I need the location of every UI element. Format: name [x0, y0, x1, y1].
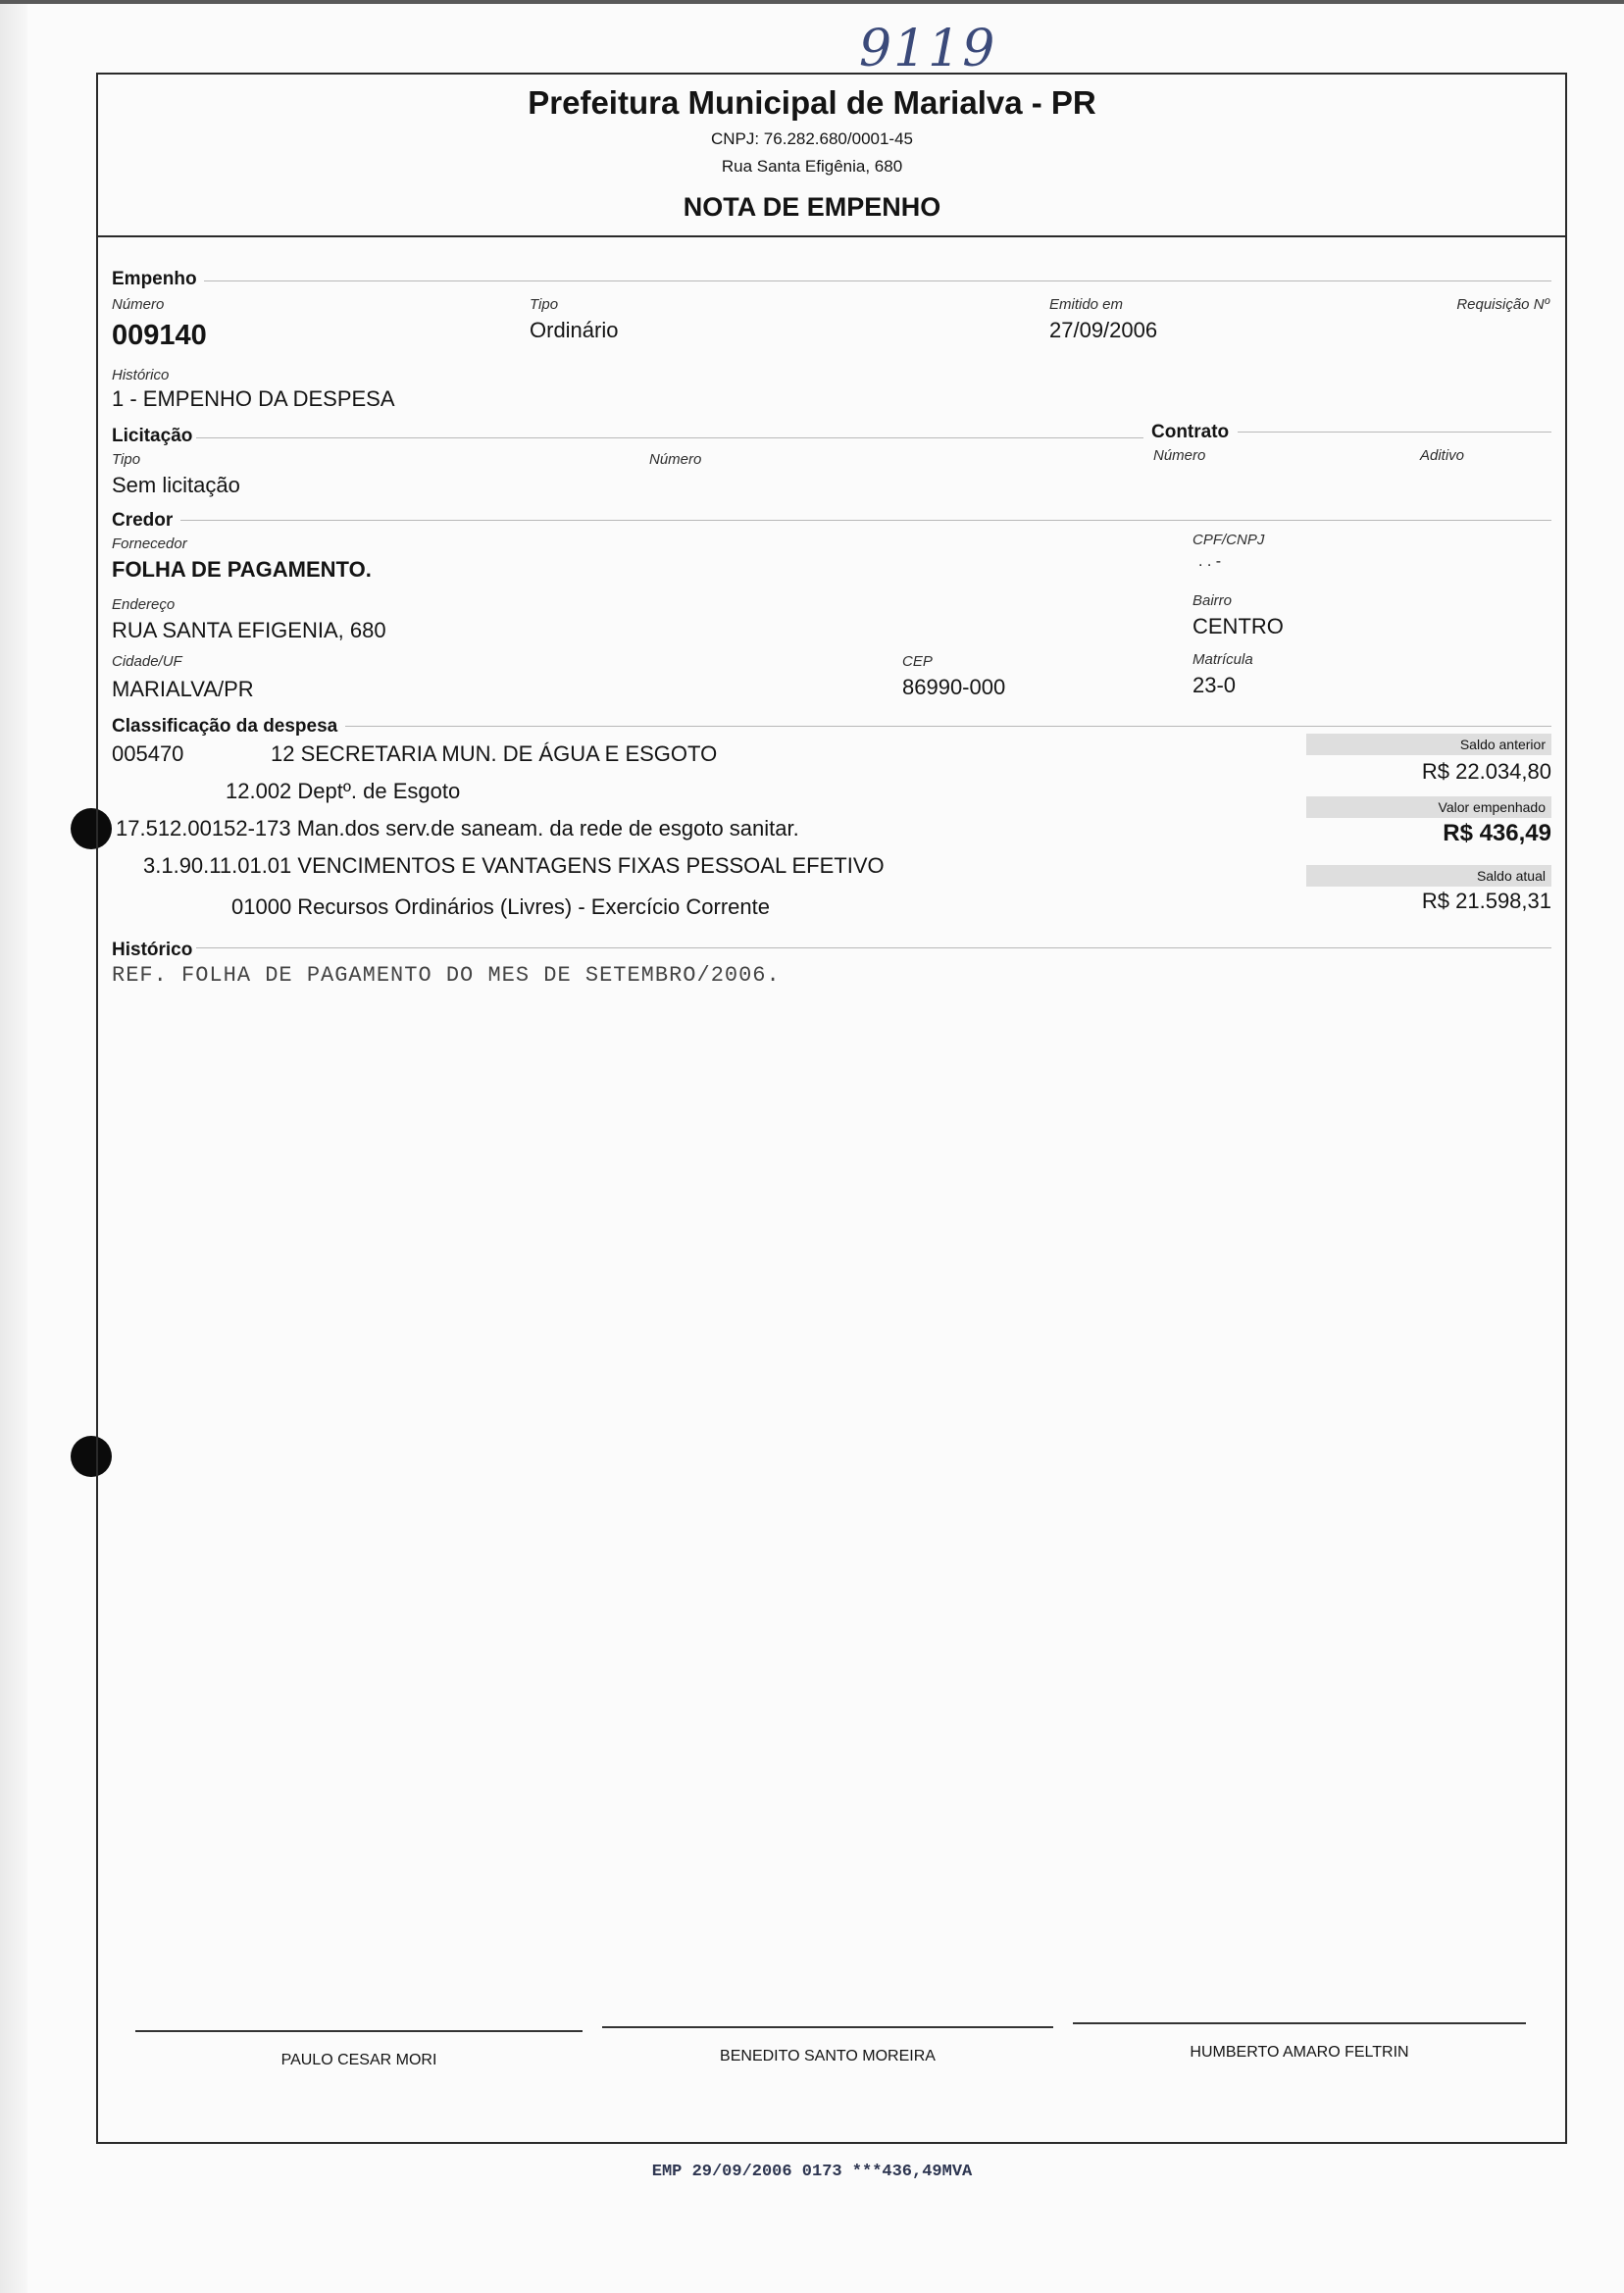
saldo-atual-label: Saldo atual: [1306, 865, 1551, 887]
cpf-label: CPF/CNPJ: [1193, 532, 1265, 548]
historico-rule: [196, 947, 1551, 948]
credor-section-label: Credor: [112, 510, 174, 531]
classificacao-section-label: Classificação da despesa: [112, 716, 338, 737]
matricula-value: 23-0: [1193, 673, 1237, 697]
licitacao-tipo: Sem licitação: [112, 473, 240, 497]
empenho-historico-label: Histórico: [112, 367, 170, 383]
valor-empenhado-value: R$ 436,49: [1443, 820, 1551, 846]
saldo-atual-value: R$ 21.598,31: [1421, 889, 1551, 913]
matricula-label: Matrícula: [1193, 651, 1253, 668]
endereco-value: RUA SANTA EFIGENIA, 680: [112, 618, 386, 642]
classificacao-recurso: 01000 Recursos Ordinários (Livres) - Exercício Corrente: [231, 894, 770, 919]
address-text: Rua Santa Efigênia, 680: [721, 157, 903, 176]
fornecedor-label: Fornecedor: [112, 535, 187, 552]
classificacao-code: 005470: [112, 741, 184, 766]
footer-stamp: EMP 29/09/2006 0173 ***436,49MVA: [651, 2163, 973, 2181]
classificacao-departamento: 12.002 Deptº. de Esgoto: [226, 779, 461, 803]
signature-line-2: [602, 2026, 1053, 2028]
page-left-edge: [0, 0, 27, 2293]
empenho-tipo: Ordinário: [530, 318, 619, 342]
signature-line-3: [1073, 2022, 1526, 2024]
saldo-anterior-value: R$ 22.034,80: [1421, 759, 1551, 784]
requisicao-label: Requisição Nº: [1456, 296, 1549, 313]
licitacao-rule: [196, 437, 1143, 438]
signature-name-2: BENEDITO SANTO MOREIRA: [720, 2048, 936, 2064]
bairro-label: Bairro: [1193, 592, 1233, 609]
cpf-value: . . -: [1198, 553, 1222, 570]
cidade-value: MARIALVA/PR: [112, 677, 254, 701]
empenho-tipo-label: Tipo: [530, 296, 559, 313]
empenho-numero: 009140: [112, 320, 207, 351]
empenho-numero-label: Número: [112, 296, 165, 313]
signature-line-1: [135, 2030, 583, 2032]
credor-rule: [180, 520, 1551, 521]
endereco-label: Endereço: [112, 596, 176, 613]
header-divider: [96, 235, 1565, 237]
licitacao-section-label: Licitação: [112, 426, 193, 446]
cep-label: CEP: [902, 653, 933, 670]
cnpj-text: CNPJ: 76.282.680/0001-45: [710, 129, 914, 148]
classificacao-rule: [345, 726, 1551, 727]
empenho-emitido: 27/09/2006: [1049, 318, 1158, 342]
saldo-anterior-label: Saldo anterior: [1306, 734, 1551, 755]
municipality-title: Prefeitura Municipal de Marialva - PR: [528, 84, 1096, 121]
page-top-edge: [0, 0, 1624, 4]
fornecedor-value: FOLHA DE PAGAMENTO.: [112, 557, 372, 582]
classificacao-programa: 17.512.00152-173 Man.dos serv.de saneam. da rede de esgoto sanitar.: [116, 816, 799, 841]
contrato-section-label: Contrato: [1151, 422, 1230, 442]
licitacao-tipo-label: Tipo: [112, 451, 141, 468]
signature-name-1: PAULO CESAR MORI: [280, 2052, 437, 2068]
historico-section-label: Histórico: [112, 940, 193, 960]
empenho-rule: [204, 280, 1551, 281]
contrato-aditivo-label: Aditivo: [1420, 447, 1465, 464]
empenho-emitido-label: Emitido em: [1049, 296, 1124, 313]
empenho-section-label: Empenho: [112, 269, 197, 289]
classificacao-secretaria: 12 SECRETARIA MUN. DE ÁGUA E ESGOTO: [271, 741, 718, 766]
historico-text: REF. FOLHA DE PAGAMENTO DO MES DE SETEMBRO/2006.: [112, 963, 781, 988]
contrato-numero-label: Número: [1153, 447, 1206, 464]
signature-name-3: HUMBERTO AMARO FELTRIN: [1190, 2044, 1409, 2061]
contrato-rule: [1238, 432, 1551, 433]
handwritten-page-number: 9119: [859, 20, 997, 78]
document-frame: [96, 73, 1567, 2144]
classificacao-elemento: 3.1.90.11.01.01 VENCIMENTOS E VANTAGENS FIXAS PESSOAL EFETIVO: [143, 853, 885, 878]
bairro-value: CENTRO: [1193, 614, 1284, 638]
cep-value: 86990-000: [902, 675, 1006, 699]
licitacao-numero-label: Número: [649, 451, 702, 468]
cidade-label: Cidade/UF: [112, 653, 182, 670]
document-title: NOTA DE EMPENHO: [683, 192, 941, 222]
empenho-historico: 1 - EMPENHO DA DESPESA: [112, 386, 395, 411]
valor-empenhado-label: Valor empenhado: [1306, 796, 1551, 818]
